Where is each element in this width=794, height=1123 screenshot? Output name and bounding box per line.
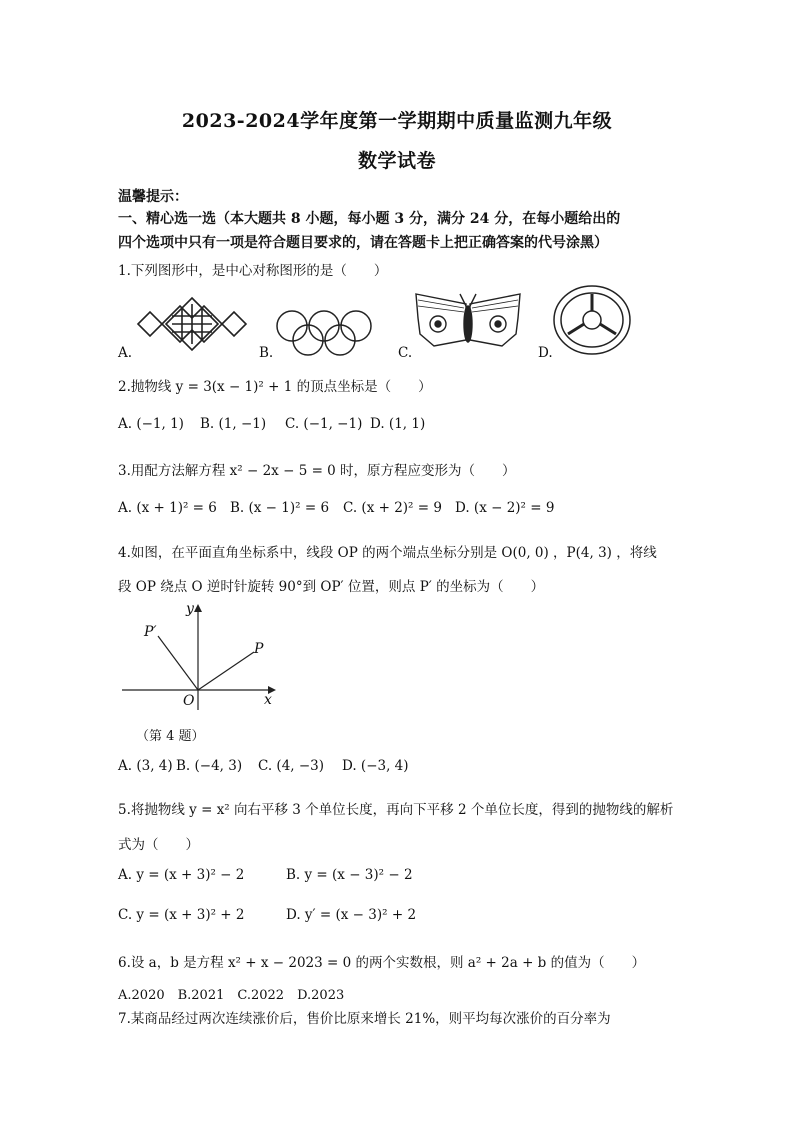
y-axis-label: y: [186, 601, 194, 617]
q2-option-a[interactable]: A. (−1, 1): [118, 416, 184, 432]
q2-option-d[interactable]: D. (1, 1): [370, 416, 426, 432]
section1-heading-line2: 四个选项中只有一项是符合题目要求的，请在答题卡上把正确答案的代号涂黑）: [118, 235, 608, 251]
q1-option-d[interactable]: D.: [538, 345, 553, 361]
chinese-knot-icon: [136, 296, 248, 352]
q5-option-d[interactable]: D. y′ = (x − 3)² + 2: [286, 907, 417, 923]
q4-option-d[interactable]: D. (−3, 4): [342, 758, 409, 774]
y-axis-arrow: [194, 604, 202, 612]
q2-stem: 2.抛物线 y = 3(x − 1)² + 1 的顶点坐标是（ ）: [118, 379, 432, 395]
q5-stem-line1: 5.将抛物线 y = x² 向右平移 3 个单位长度，再向下平移 2 个单位长度，得到的抛物线的解析: [118, 802, 674, 818]
q4-stem-line2: 段 OP 绕点 O 逆时针旋转 90°到 OP′ 位置，则点 P′ 的坐标为（ ）: [118, 579, 545, 595]
q4-option-c[interactable]: C. (4, −3): [258, 758, 325, 774]
origin-label: O: [183, 693, 195, 709]
five-rings-icon: [274, 306, 374, 358]
q5-option-c[interactable]: C. y = (x + 3)² + 2: [118, 907, 245, 923]
q3-option-c[interactable]: C. (x + 2)² = 9: [343, 500, 442, 516]
q4-stem-line1: 4.如图，在平面直角坐标系中，线段 OP 的两个端点坐标分别是 O(0, 0) ，P(4, 3) ，将线: [118, 545, 657, 561]
butterfly-icon: [414, 290, 522, 352]
q4-option-b[interactable]: B. (−4, 3): [176, 758, 243, 774]
q6-options[interactable]: A.2020 B.2021 C.2022 D.2023: [118, 988, 345, 1003]
q3-stem: 3.用配方法解方程 x² − 2x − 5 = 0 时，原方程应变形为（ ）: [118, 463, 516, 479]
exam-title: 2023-2024学年度第一学期期中质量监测九年级: [181, 110, 613, 132]
q1-option-b[interactable]: B.: [259, 345, 274, 361]
q5-option-a[interactable]: A. y = (x + 3)² − 2: [118, 867, 245, 883]
segment-op: [198, 652, 254, 690]
q3-option-d[interactable]: D. (x − 2)² = 9: [455, 500, 555, 516]
q5-stem-line2: 式为（ ）: [118, 837, 199, 853]
q4-figure-caption: （第 4 题）: [136, 729, 205, 744]
q4-option-a[interactable]: A. (3, 4): [118, 758, 173, 774]
q4-coordinate-figure: [118, 600, 288, 715]
exam-subtitle: 数学试卷: [357, 150, 436, 172]
q3-option-a[interactable]: A. (x + 1)² = 6: [118, 500, 217, 516]
q7-stem: 7.某商品经过两次连续涨价后，售价比原来增长 21%，则平均每次涨价的百分率为: [118, 1011, 611, 1027]
section1-heading-line1: 一、精心选一选（本大题共 8 小题，每小题 3 分，满分 24 分，在每小题给出的: [118, 211, 621, 227]
q3-option-b[interactable]: B. (x − 1)² = 6: [230, 500, 330, 516]
q5-option-b[interactable]: B. y = (x − 3)² − 2: [286, 867, 413, 883]
q1-option-c[interactable]: C.: [398, 345, 413, 361]
point-p-prime-label: P′: [144, 624, 157, 640]
tips-label: 温馨提示：: [118, 189, 188, 205]
x-axis-label: x: [264, 692, 272, 708]
segment-op-prime: [158, 636, 198, 690]
q1-stem: 1.下列图形中，是中心对称图形的是（ ）: [118, 263, 388, 279]
q1-option-a[interactable]: A.: [118, 345, 133, 361]
point-p-label: P: [254, 641, 264, 657]
q2-option-c[interactable]: C. (−1, −1): [285, 416, 363, 432]
q2-option-b[interactable]: B. (1, −1): [200, 416, 267, 432]
steering-wheel-icon: [552, 284, 632, 356]
q6-stem: 6.设 a，b 是方程 x² + x − 2023 = 0 的两个实数根，则 a² + 2a + b 的值为（ ）: [118, 955, 646, 971]
